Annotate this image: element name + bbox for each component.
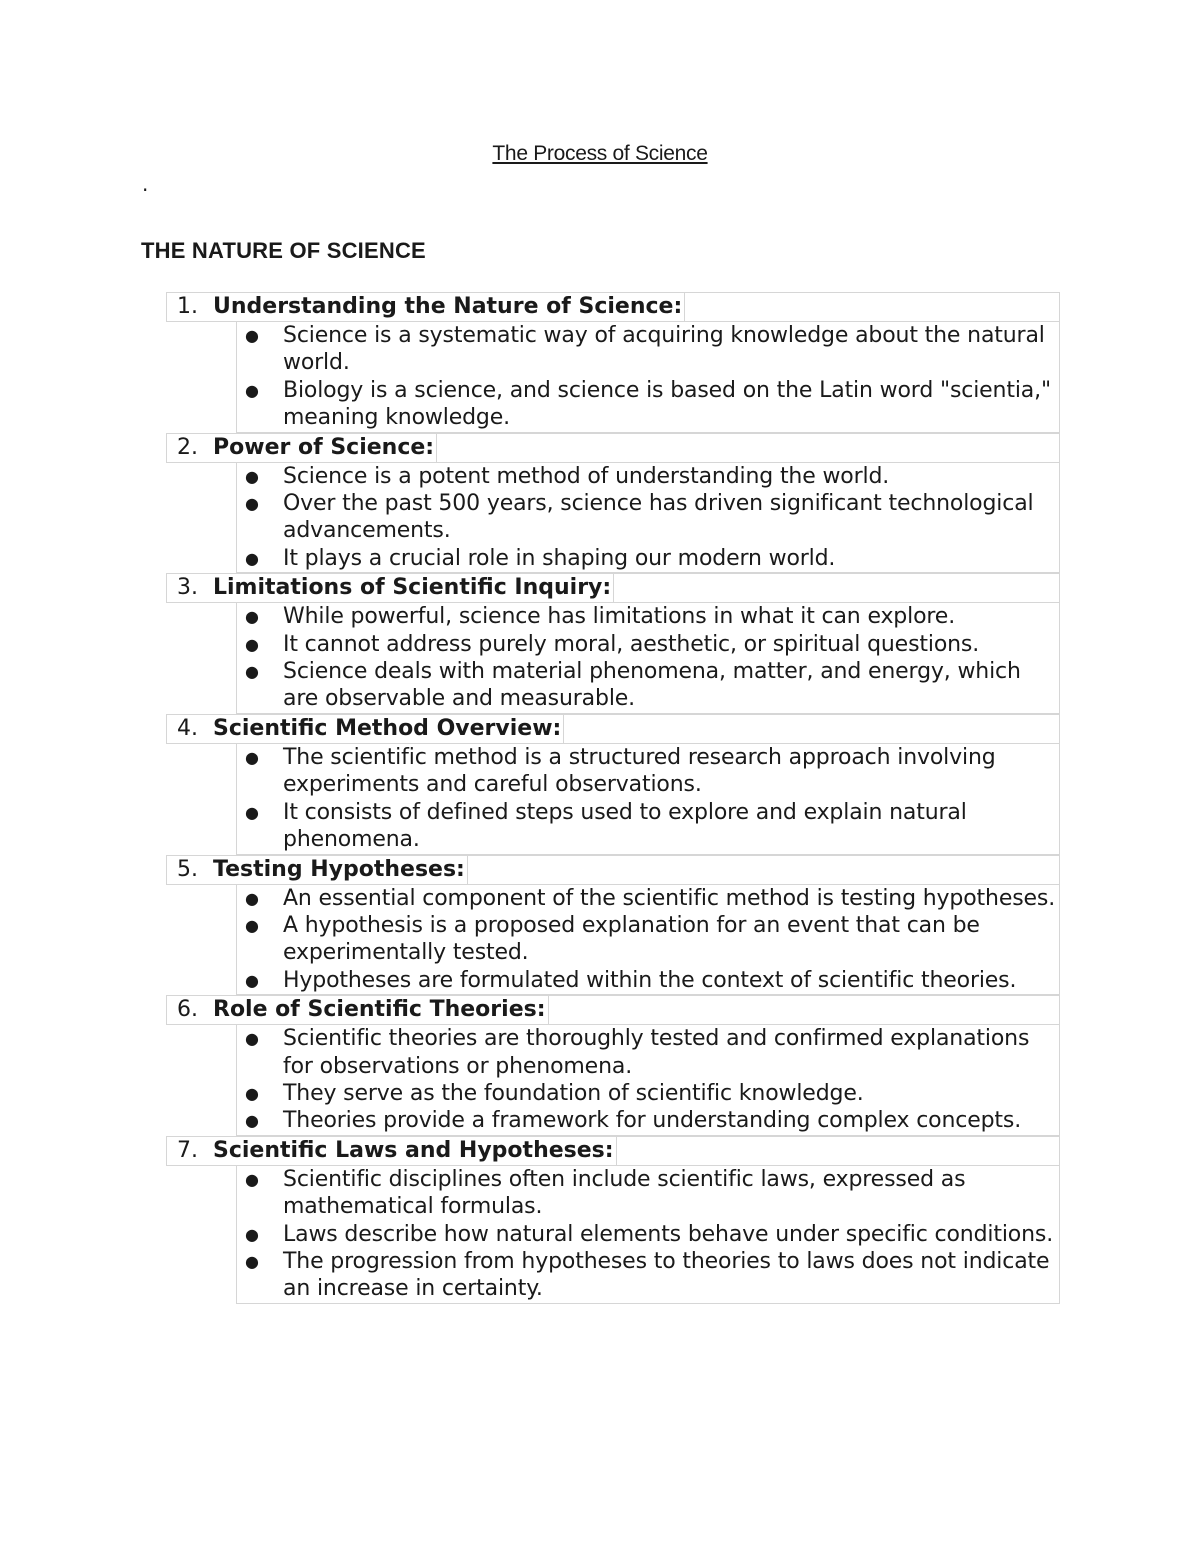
bullet-item: [237, 1080, 1059, 1107]
bullet-text: It plays a crucial role in shaping our modern world.: [283, 545, 836, 571]
stray-dot: .: [142, 172, 149, 196]
bullet-text: Scientific theories are thoroughly tested and confirmed explanations for observations or phenomena.: [283, 1026, 1030, 1079]
section-heading: THE NATURE OF SCIENCE: [141, 238, 426, 263]
bullet-dot-icon: ●: [245, 888, 259, 908]
item-heading-text: Understanding the Nature of Science:: [213, 293, 685, 321]
bullet-item: [237, 603, 1059, 630]
bullet-item: [237, 377, 1059, 432]
outline-item-heading: [166, 995, 1060, 1025]
item-number: 3.: [177, 575, 198, 601]
bullet-text: It cannot address purely moral, aesthetic, or spiritual questions.: [283, 631, 980, 657]
bullet-item: [237, 885, 1059, 912]
bullet-list: [236, 744, 1060, 855]
bullet-dot-icon: ●: [245, 747, 259, 767]
outline-item-heading: [166, 573, 1060, 603]
bullet-list: [236, 1166, 1060, 1304]
bullet-list: [236, 1025, 1060, 1136]
bullet-dot-icon: ●: [245, 915, 259, 935]
item-number: 4.: [177, 715, 198, 741]
bullet-list: [236, 463, 1060, 574]
numbered-outline: [166, 292, 1060, 1304]
outline-item-heading: [166, 1136, 1060, 1166]
bullet-item: [237, 744, 1059, 799]
bullet-dot-icon: ●: [245, 1029, 259, 1049]
bullet-text: The scientific method is a structured research approach involving experiments and careful observations.: [283, 744, 996, 798]
bullet-dot-icon: ●: [245, 1169, 259, 1189]
outline-item-heading: [166, 292, 1060, 322]
bullet-dot-icon: ●: [245, 494, 259, 514]
bullet-dot-icon: ●: [245, 1224, 259, 1244]
item-heading-text: Power of Science:: [213, 434, 437, 462]
outline-item-heading: [166, 714, 1060, 744]
item-number: 5.: [177, 856, 198, 882]
bullet-dot-icon: ●: [245, 548, 259, 568]
bullet-text: Over the past 500 years, science has driven significant technological advancements.: [283, 491, 1034, 544]
bullet-item: [237, 1248, 1059, 1303]
item-heading-text: Scientific Laws and Hypotheses:: [213, 1137, 617, 1165]
bullet-text: Laws describe how natural elements behave under specific conditions.: [283, 1221, 1054, 1247]
bullet-text: It consists of defined steps used to explore and explain natural phenomena.: [283, 799, 967, 853]
bullet-text: Hypotheses are formulated within the context of scientific theories.: [283, 967, 1017, 993]
bullet-item: [237, 1107, 1059, 1134]
outline-item-heading: [166, 855, 1060, 885]
bullet-list: [236, 322, 1060, 433]
bullet-list: [236, 885, 1060, 996]
bullet-item: [237, 1221, 1059, 1248]
bullet-dot-icon: ●: [245, 802, 259, 822]
bullet-dot-icon: ●: [245, 466, 259, 486]
item-heading-text: Role of Scientific Theories:: [213, 996, 549, 1024]
item-number: 6.: [177, 997, 198, 1023]
bullet-item: [237, 545, 1059, 572]
bullet-item: [237, 967, 1059, 994]
bullet-text: An essential component of the scientific method is testing hypotheses.: [283, 885, 1056, 911]
bullet-text: Scientific disciplines often include scientific laws, expressed as mathematical formulas.: [283, 1166, 966, 1220]
bullet-text: A hypothesis is a proposed explanation for an event that can be experimentally tested.: [283, 912, 980, 966]
bullet-item: [237, 322, 1059, 377]
bullet-dot-icon: ●: [245, 1111, 259, 1131]
item-number: 1.: [177, 294, 198, 319]
item-heading-text: Scientific Method Overview:: [213, 715, 564, 743]
bullet-text: Science deals with material phenomena, matter, and energy, which are observable and measurable.: [283, 659, 1021, 712]
bullet-dot-icon: ●: [245, 970, 259, 990]
bullet-item: [237, 912, 1059, 967]
bullet-item: [237, 1166, 1059, 1221]
bullet-item: [237, 631, 1059, 658]
bullet-dot-icon: ●: [245, 1083, 259, 1103]
document-title: The Process of Science: [492, 142, 708, 165]
bullet-dot-icon: ●: [245, 1251, 259, 1271]
bullet-dot-icon: ●: [245, 662, 259, 682]
bullet-item: [237, 1025, 1059, 1080]
bullet-text: Biology is a science, and science is based on the Latin word "scientia," meaning knowledge.: [283, 377, 1051, 431]
bullet-item: [237, 490, 1059, 545]
bullet-dot-icon: ●: [245, 380, 259, 400]
outline-item-heading: [166, 433, 1060, 463]
bullet-text: They serve as the foundation of scientific knowledge.: [283, 1080, 864, 1106]
bullet-text: Science is a potent method of understanding the world.: [283, 463, 890, 489]
bullet-dot-icon: ●: [245, 607, 259, 627]
bullet-dot-icon: ●: [245, 634, 259, 654]
bullet-item: [237, 799, 1059, 854]
bullet-list: [236, 603, 1060, 714]
item-number: 2.: [177, 434, 198, 460]
bullet-item: [237, 658, 1059, 713]
bullet-item: [237, 463, 1059, 490]
bullet-text: While powerful, science has limitations in what it can explore.: [283, 604, 956, 630]
bullet-text: The progression from hypotheses to theories to laws does not indicate an increase in certainty.: [283, 1248, 1050, 1302]
bullet-dot-icon: ●: [245, 326, 259, 345]
bullet-text: Science is a systematic way of acquiring knowledge about the natural world.: [283, 323, 1045, 376]
item-heading-text: Limitations of Scientific Inquiry:: [213, 574, 614, 602]
item-number: 7.: [177, 1137, 198, 1163]
item-heading-text: Testing Hypotheses:: [213, 856, 468, 884]
bullet-text: Theories provide a framework for understanding complex concepts.: [283, 1108, 1022, 1134]
